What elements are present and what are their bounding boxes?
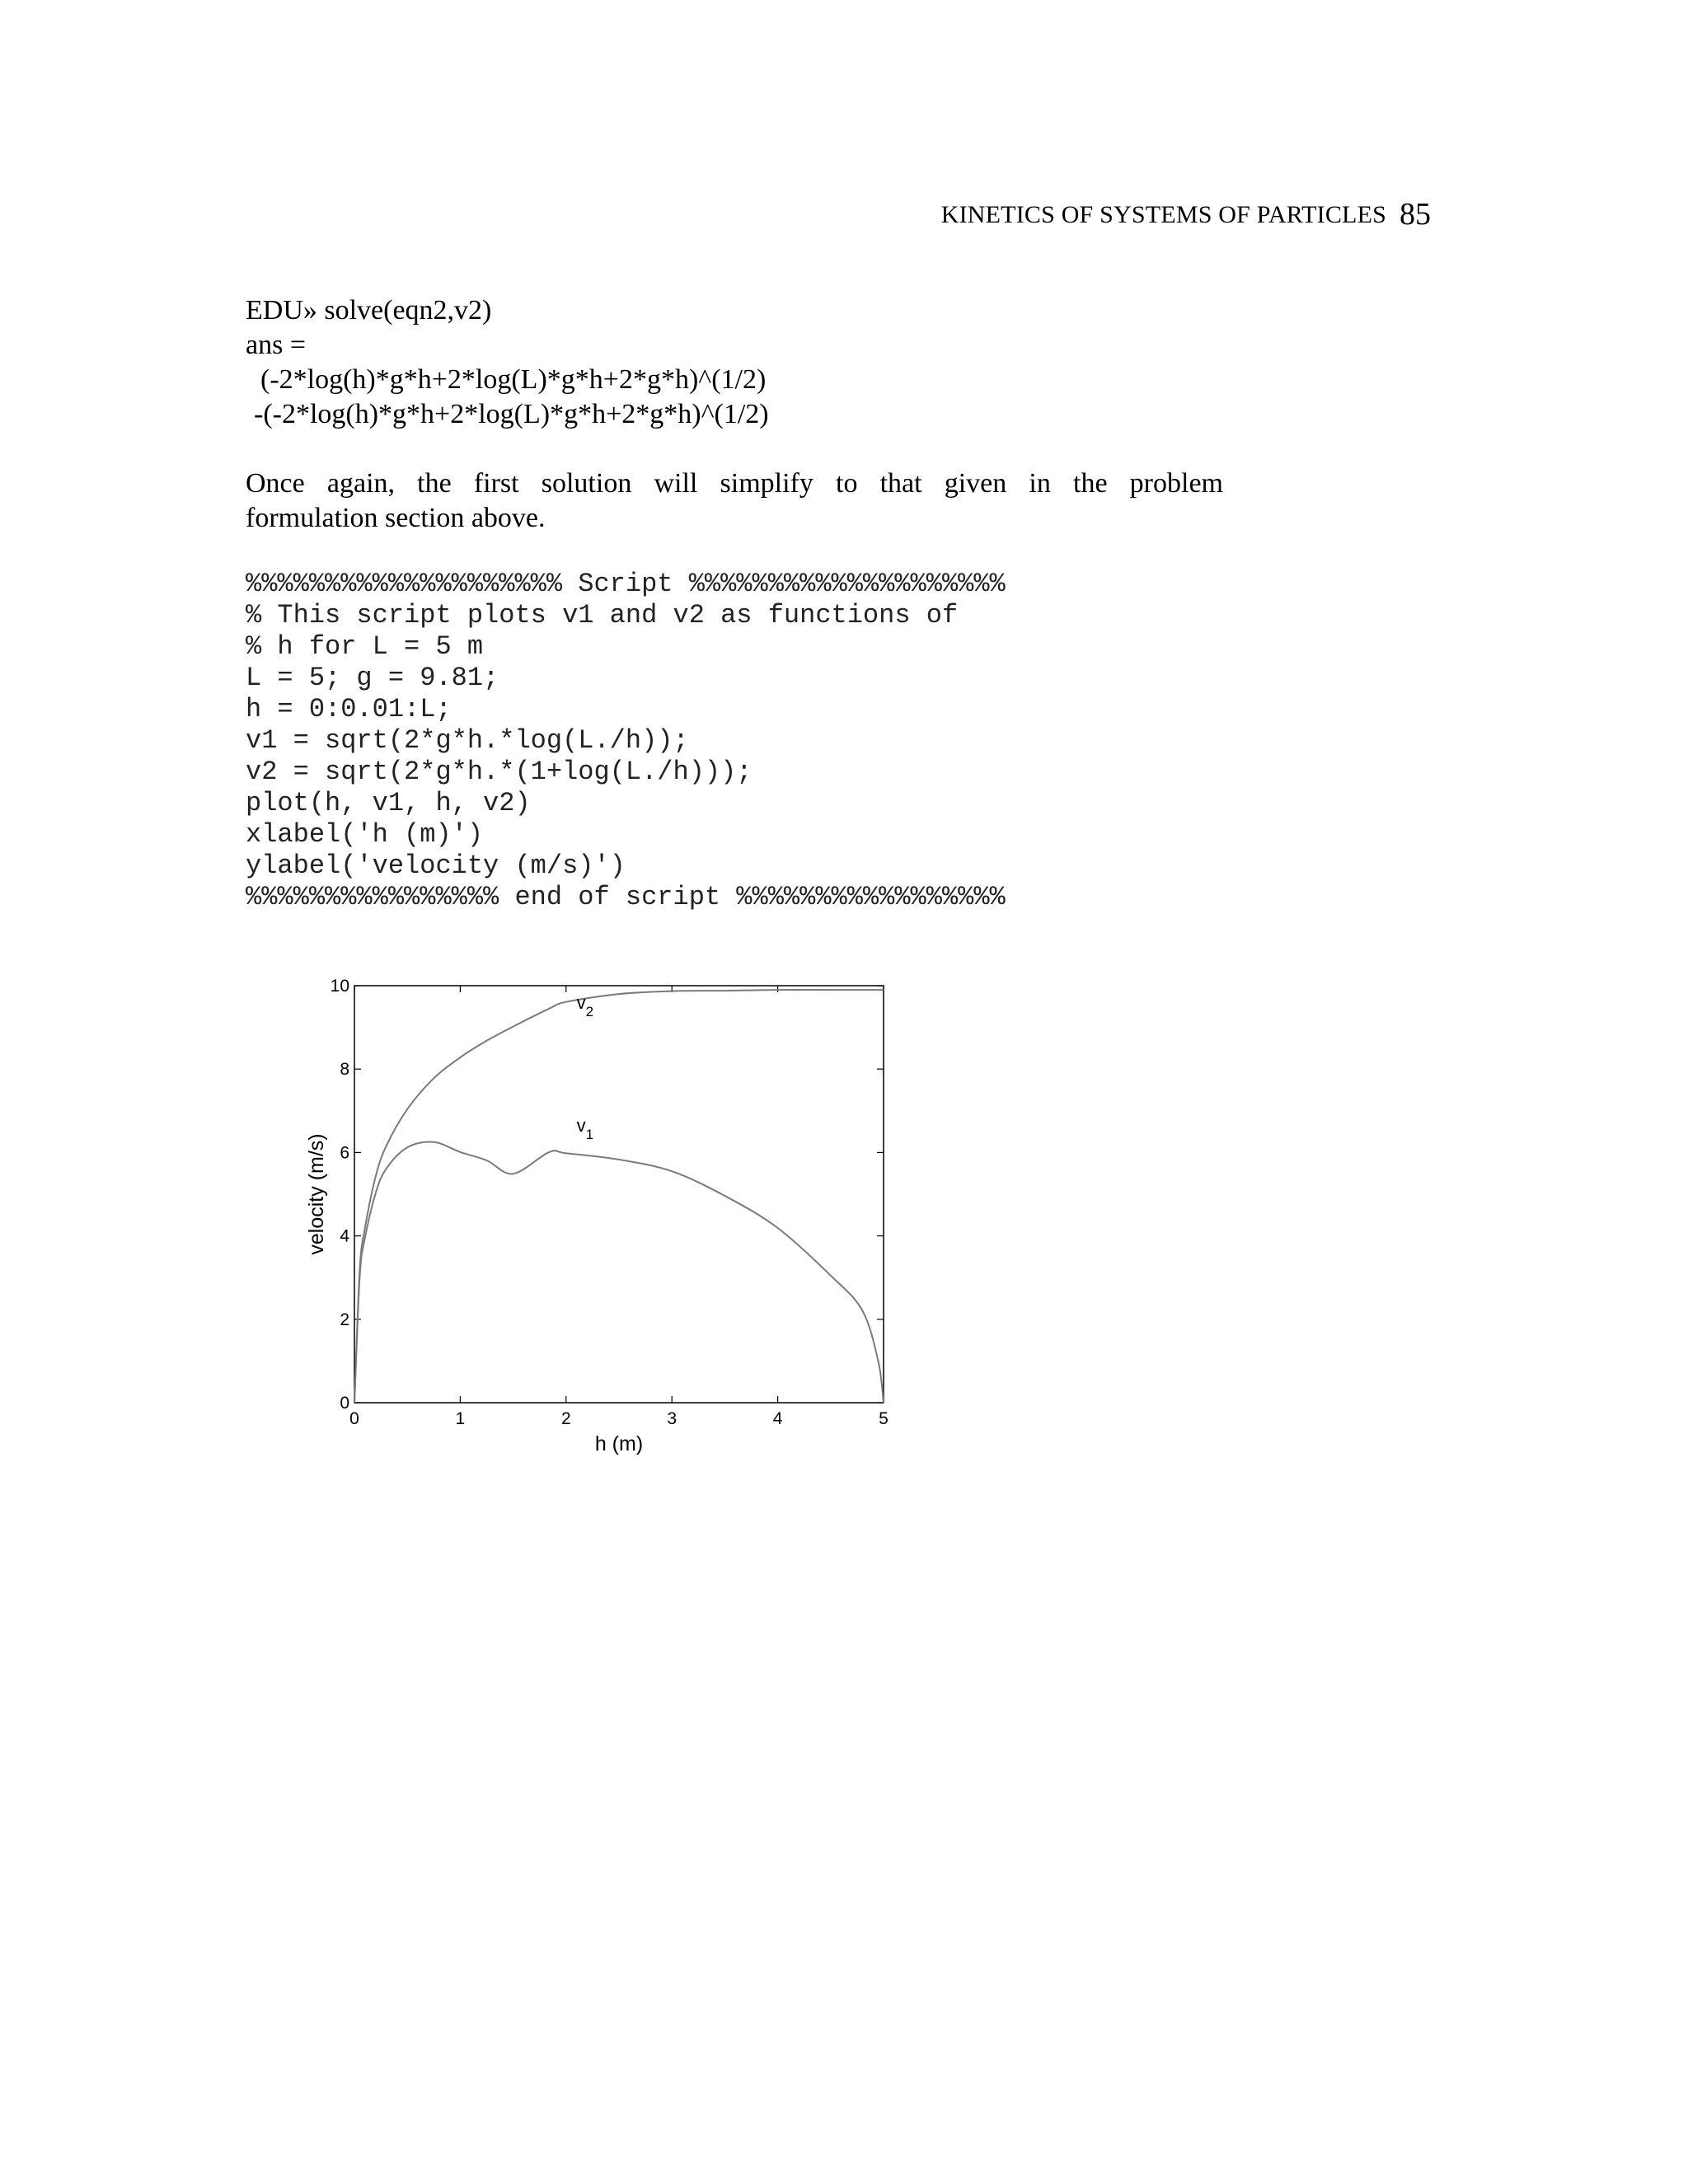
series-label-v2: $v_2$ <box>576 991 594 1019</box>
script-line: % This script plots v1 and v2 as functions of <box>246 600 959 630</box>
y-tick-label: 10 <box>330 977 349 996</box>
running-head <box>824 196 1431 233</box>
script-line: xlabel('h (m)') <box>246 819 484 850</box>
x-tick-label: 3 <box>667 1409 678 1428</box>
script-line: %%%%%%%%%%%%%%%% end of script %%%%%%%%%%%%%%%%% <box>246 882 1006 912</box>
x-tick-label: 5 <box>879 1409 889 1428</box>
solution-negative: -(-2*log(h)*g*h+2*log(L)*g*h+2*g*h)^(1/2) <box>254 399 769 429</box>
y-tick-label: 6 <box>340 1143 349 1163</box>
script-line: ylabel('velocity (m/s)') <box>246 851 626 881</box>
matlab-script <box>246 569 1006 913</box>
x-tick-label: 1 <box>455 1409 466 1428</box>
ans-label: ans = <box>246 330 306 360</box>
paragraph-line-2: formulation section above. <box>246 503 546 533</box>
plot-canvas <box>288 964 923 1475</box>
matlab-command: EDU» solve(eqn2,v2) <box>246 295 492 326</box>
series-line-v2 <box>354 990 884 1403</box>
y-tick-label: 8 <box>340 1060 349 1080</box>
solution-positive: (-2*log(h)*g*h+2*log(L)*g*h+2*g*h)^(1/2) <box>260 364 767 395</box>
script-line: L = 5; g = 9.81; <box>246 663 499 693</box>
series-label-v1: $v_1$ <box>576 1115 594 1143</box>
y-tick-label: 2 <box>340 1310 349 1329</box>
series-line-v1 <box>354 1142 884 1403</box>
running-title: KINETICS OF SYSTEMS OF PARTICLES <box>940 201 1386 228</box>
velocity-plot <box>288 964 923 1475</box>
script-line: plot(h, v1, h, v2) <box>246 788 531 818</box>
x-axis-label: h (m) <box>594 1432 644 1455</box>
paragraph-line-1: Once again, the first solution will simplify to that given in the problem <box>246 468 1223 499</box>
x-tick-label: 4 <box>772 1409 783 1428</box>
plot-frame <box>354 986 884 1403</box>
script-line: v1 = sqrt(2*g*h.*log(L./h)); <box>246 725 689 756</box>
x-tick-label: 2 <box>560 1409 571 1428</box>
page-number: 85 <box>1400 197 1431 232</box>
y-tick-label: 0 <box>340 1394 349 1413</box>
script-line: % h for L = 5 m <box>246 631 484 662</box>
y-tick-label: 4 <box>340 1226 349 1246</box>
x-tick-label: 0 <box>349 1409 359 1428</box>
script-line: h = 0:0.01:L; <box>246 694 452 724</box>
matlab-session <box>246 293 769 432</box>
script-line: %%%%%%%%%%%%%%%%%%%% Script %%%%%%%%%%%%%%%%%%%% <box>246 569 1006 599</box>
y-axis-label: velocity (m/s) <box>305 1133 328 1255</box>
body-paragraph <box>246 466 1223 536</box>
script-line: v2 = sqrt(2*g*h.*(1+log(L./h))); <box>246 757 753 787</box>
